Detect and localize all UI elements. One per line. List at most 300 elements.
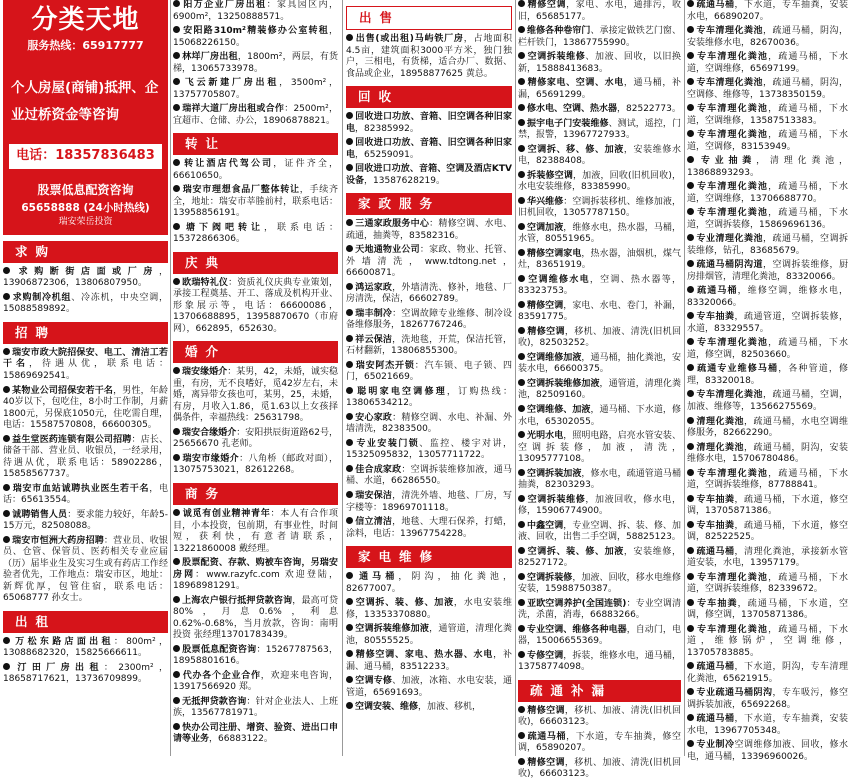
classified-ad <box>687 599 848 622</box>
classified-ad <box>173 52 338 75</box>
bullet-icon <box>687 364 694 371</box>
bullet-icon <box>518 521 525 528</box>
bullet-icon <box>173 185 180 192</box>
ad-headline: 专车清理化粪池 <box>696 130 769 141</box>
classified-ad <box>687 521 848 544</box>
classified-ad <box>173 78 338 101</box>
classified-ad <box>518 599 681 622</box>
bullet-icon <box>346 34 353 41</box>
ad-headline: 祥云保洁 <box>355 334 393 345</box>
bullet-icon <box>687 312 694 319</box>
ad-body: ，疏通马桶，阴沟，安装维修水电，82670036。 <box>687 26 848 48</box>
ad-body: ，疏通马桶，下水道，修空调，82522525。 <box>687 520 848 543</box>
ad-headline: 回收进口功放、音箱、旧空调各种旧家电 <box>346 112 512 134</box>
ad-body: ，疏通马桶，下水道，空调，修空调，13705871386。 <box>687 598 848 621</box>
ad-headline: 空调拆、装、修、加液 <box>355 598 454 609</box>
ad-body: ：营业员、收银员、仓管、保管员、医药相关专业应届（历）届毕业生及实习生或有药店工作经验者优先，工作地点：瑞安市区，地址：新辉优厚，包管住宿，联系电话：65068777 孙女士。 <box>3 535 168 604</box>
classified-ad <box>173 558 338 593</box>
ad-headline: 安阳路310m²精装修办公室转租 <box>182 26 329 37</box>
bullet-icon <box>518 171 525 178</box>
ad-headline: 专业空调、维修各种电器 <box>527 624 627 635</box>
section-header: 家政服务 <box>346 193 512 215</box>
ad-headline: 万松东路店面出租 <box>12 636 114 647</box>
bullet-icon <box>173 223 180 230</box>
ad-body: ：空调拆装移机、维修加液，旧机回收，13057787150。 <box>518 196 681 219</box>
classified-ad <box>346 387 512 410</box>
bullet-icon <box>687 0 694 7</box>
bullet-icon <box>687 573 694 580</box>
bullet-icon <box>346 283 353 290</box>
classified-ad <box>687 78 848 101</box>
ad-headline: 求购断街店面或厂房 <box>12 266 159 277</box>
banner-phone: 电话：18357836483 <box>9 144 162 169</box>
ad-body: 、冷冻机，中央空调，15088589892。 <box>3 292 168 315</box>
bullet-icon <box>3 663 10 670</box>
bullet-icon <box>3 484 10 491</box>
ad-headline: 拆装修空调 <box>527 170 573 181</box>
ad-headline: 益生堂医药连锁有限公司招聘 <box>12 434 132 445</box>
classified-ad <box>687 156 848 179</box>
ad-headline: 专车抽粪 <box>696 520 735 531</box>
bullet-icon <box>518 547 525 554</box>
ad-body: ：针对企业法人、上班族，13567781971。 <box>173 696 338 719</box>
section-header: 疏通补漏 <box>518 680 681 702</box>
bullet-icon <box>346 387 353 394</box>
ad-headline: 空调拆装维修 <box>527 52 586 63</box>
section-header: 商务 <box>173 483 338 505</box>
column-divider <box>342 0 343 756</box>
ad-body: ，疏通马桶，下水道，空调维修，13587513383。 <box>687 104 848 126</box>
section-header: 出租 <box>3 611 168 633</box>
ad-body: ，空调、热水器等，83323753。 <box>518 274 681 297</box>
classified-ad <box>346 439 512 462</box>
classified-ad <box>346 676 512 699</box>
ad-body: ，水电安装维修，13353370880。 <box>346 598 512 620</box>
classified-ad <box>687 547 848 570</box>
section-header: 转让 <box>173 133 338 155</box>
ad-body: 、测试，遥控，门禁，报警，13967727933。 <box>518 118 681 141</box>
bullet-icon <box>687 688 694 695</box>
ad-body: ：家具园区内，6900m²，13250888571。 <box>173 0 338 22</box>
classified-ad <box>687 495 848 518</box>
ad-headline: 专修空调 <box>527 650 564 661</box>
ad-headline: 空调专修 <box>355 676 393 687</box>
ad-body: ，加液、回收，移水电维修安装，15988750387。 <box>518 572 681 595</box>
bullet-icon <box>687 286 694 293</box>
bullet-icon <box>346 702 353 709</box>
bullet-icon <box>173 428 180 435</box>
bullet-icon <box>518 706 525 713</box>
ad-headline: 疏通专业维修马桶 <box>696 364 779 375</box>
ad-body: ：2300m²，18658717621，13736709899。 <box>3 662 168 685</box>
classified-ad <box>346 245 512 280</box>
ad-body: ，下水道，专车抽粪，安装水电，66890207。 <box>687 0 848 22</box>
ad-body: ，加液回收，修水电，修，15906774900。 <box>518 494 681 517</box>
ad-body: ，加液、移机， <box>418 702 482 713</box>
bullet-icon <box>518 651 525 658</box>
classified-ad <box>346 598 512 621</box>
bullet-icon <box>173 278 180 285</box>
bullet-icon <box>173 52 180 59</box>
bullet-icon <box>687 182 694 189</box>
ad-headline: 出售(或出租)马屿铁厂房 <box>355 34 464 44</box>
classified-ad <box>518 119 681 142</box>
ad-headline: 空调拆装维修加液 <box>527 378 600 389</box>
classified-ad <box>518 249 681 272</box>
classified-ad <box>687 364 848 387</box>
classified-ad <box>687 182 848 205</box>
section-header: 家电维修 <box>346 546 512 568</box>
ad-body: ，清理化粪池，13868893293。 <box>687 156 848 178</box>
ad-body: ，3500m²，13757705807。 <box>173 78 338 100</box>
ad-body: ，欢迎来电咨询，13917566920 郑。 <box>173 670 338 693</box>
classified-ad <box>687 52 848 75</box>
bullet-icon <box>346 491 353 498</box>
classified-ad <box>173 454 338 477</box>
ad-body: ，安装维修，82527172。 <box>518 546 681 569</box>
ad-headline: 中鑫空调 <box>527 520 564 531</box>
bullet-icon <box>518 599 525 606</box>
ad-headline: 专车清理化粪池 <box>696 104 769 115</box>
ad-body: ，维修空调，维修水电，83320066。 <box>687 286 848 308</box>
classified-ad <box>173 104 338 127</box>
ad-headline: 瑞安市政大院招保安、电工、清洁工若干名 <box>3 347 168 370</box>
bullet-icon <box>3 637 10 644</box>
ad-headline: 精修空调 <box>527 300 564 311</box>
bullet-icon <box>687 714 694 721</box>
classified-ad <box>518 301 681 324</box>
bullet-icon <box>3 267 10 274</box>
bullet-icon <box>346 572 353 579</box>
ad-headline: 亚欧空调养护(全国连锁) <box>527 598 627 609</box>
ad-body: ：www.razyfc.com 欢迎登陆，18968981291。 <box>173 569 338 592</box>
column-1-listings <box>3 241 168 686</box>
bullet-icon <box>687 417 694 424</box>
classified-ad <box>687 740 848 763</box>
bullet-icon <box>518 145 525 152</box>
ad-body: ，通马桶、下水道，修水电，65302055。 <box>518 404 681 427</box>
bullet-icon <box>173 645 180 652</box>
section-header: 婚介 <box>173 341 338 363</box>
banner-loan-title: 股票低息配资咨询 <box>37 182 134 197</box>
bullet-icon <box>687 495 694 502</box>
ad-headline: 鸿运家政 <box>355 282 393 293</box>
classified-ad <box>687 104 848 127</box>
classified-ad <box>346 309 512 332</box>
ad-headline: 疏通马桶 <box>696 714 735 725</box>
bullet-icon <box>346 465 353 472</box>
bullet-icon <box>173 509 180 516</box>
ad-headline: 疏通马桶 <box>696 0 735 10</box>
ad-body: ，专车吸污，修空调拆装加液，65692268。 <box>687 688 848 710</box>
ad-headline: 求购制冷机组 <box>12 292 72 303</box>
ad-body: ，疏通马桶，下水道，空调维修，65697199。 <box>687 52 848 74</box>
ad-headline: 专业疏通马桶阴沟 <box>696 688 773 699</box>
ad-body: ：资质礼仪庆典专业策划，承接工程奠基、开工、落成及机构开业、形象展示等，电话：66600086，13706688895，13958870670（市府网），662895，652630。 <box>173 277 338 334</box>
bullet-icon <box>518 573 525 580</box>
ad-body: ，疏通马桶，阴沟，安装维修水电，15706780486。 <box>687 442 848 465</box>
bullet-icon <box>687 104 694 111</box>
banner-loan-phone: 65658888 (24小时热线) <box>21 201 150 214</box>
bullet-icon <box>518 78 525 85</box>
classified-ad <box>687 469 848 492</box>
classified-ad <box>518 171 681 194</box>
classified-ad <box>518 78 681 101</box>
ad-headline: 佳合成家政 <box>355 464 402 475</box>
bullet-icon <box>3 435 10 442</box>
ad-body: ，移机、加液、清洗(旧机回收)，66603123。 <box>518 757 681 780</box>
ad-headline: 瑞安市缘婚介 <box>182 453 240 464</box>
bullet-icon <box>518 379 525 386</box>
ad-headline: 空调拆装修 <box>527 572 573 583</box>
ad-body: ，移机、加液、清洗(旧机回收)，66603123。 <box>518 705 681 728</box>
section-header: 出售 <box>346 6 512 30</box>
classified-ad <box>518 521 681 544</box>
ad-headline: 汀田厂房出租 <box>12 662 104 673</box>
classified-ad <box>3 663 168 686</box>
ad-headline: 专业安装门锁 <box>355 438 420 449</box>
classified-ad <box>3 293 168 316</box>
ad-body: 、承接定做铁艺门窗、栏杆铁门，13867755990。 <box>518 26 681 48</box>
column-4 <box>518 0 681 780</box>
ad-body: ：本人有合作项目，小本投资，包前期，有事业性，时间短，获利快，有意者请联系，13221860008 戴经理。 <box>173 508 338 554</box>
bullet-icon <box>3 386 10 393</box>
bullet-icon <box>518 405 525 412</box>
bullet-icon <box>173 367 180 374</box>
ad-headline: 华兴维修 <box>527 196 564 207</box>
classified-ad <box>173 367 338 425</box>
ad-body: ，最高可贷80%，月息0.6%，利息0.62%-0.68%，当月放款，咨询：南明投资 张经理13701783439。 <box>173 595 338 641</box>
classified-ad <box>3 510 168 533</box>
classified-ad <box>687 625 848 660</box>
ad-body: ，补漏、通马桶，83512233。 <box>346 650 512 672</box>
bullet-icon <box>518 469 525 476</box>
ad-headline: 无抵押贷款咨询 <box>182 696 247 707</box>
classified-ad <box>3 435 168 481</box>
ad-headline: 疏通马桶阴沟道 <box>696 260 763 271</box>
ad-body: 、监控、楼宇对讲，15325095832，13057711722。 <box>346 438 512 461</box>
banner-title: 分类天地 <box>31 5 140 35</box>
ad-headline: 振宇电子门安装维修 <box>527 118 609 129</box>
ad-headline: 快办公司注册、增资、验资、进出口申请等业务 <box>173 722 338 745</box>
ad-body: ，15068226150。 <box>173 26 338 48</box>
ad-headline: 精修空调家电 <box>527 248 582 259</box>
classified-ad <box>346 702 512 714</box>
classified-ad <box>518 26 681 49</box>
ad-body: ，订购热线：13806534212。 <box>346 386 512 409</box>
classified-ad <box>518 706 681 729</box>
classified-ad <box>346 413 512 436</box>
classified-ad <box>518 353 681 376</box>
classified-ad <box>518 405 681 428</box>
classified-ad <box>518 625 681 648</box>
ad-headline: 空调拆、装、修、加液 <box>527 546 624 557</box>
ad-body: 、加液、回收，以旧换新，15888413683。 <box>518 52 681 74</box>
banner-hotline: 服务热线：65917777 <box>27 39 144 53</box>
ad-headline: 空调维修加液 <box>527 352 582 363</box>
classified-ad <box>346 361 512 384</box>
classified-ad <box>346 624 512 647</box>
ad-headline: 空调拆、移、修、加液 <box>527 144 624 155</box>
bullet-icon <box>518 625 525 632</box>
ad-headline: 维修各种卷帘门 <box>527 26 591 37</box>
ad-body: ，证件齐全，66610650。 <box>173 159 338 181</box>
column-2 <box>173 0 338 756</box>
bullet-icon <box>346 335 353 342</box>
bullet-icon <box>687 599 694 606</box>
ad-body: ，1800m²，两层，有货梯，13065733978。 <box>173 52 338 74</box>
bullet-icon <box>687 156 694 163</box>
ad-headline: 诚觅有创业精神青年 <box>182 508 271 519</box>
bullet-icon <box>3 293 10 300</box>
bullet-icon <box>346 361 353 368</box>
classified-ad <box>173 671 338 694</box>
ad-headline: 空调拆装维修 <box>527 494 586 505</box>
ad-body: ，疏通马桶，空调拆装维修，钻孔，83685679。 <box>687 234 848 256</box>
ad-body: ，通马桶，抽化粪池，安装水电，66600375。 <box>518 352 681 375</box>
bullet-icon <box>518 327 525 334</box>
ad-headline: 上海农户银行抵押贷款咨询 <box>182 595 293 606</box>
ad-body: ，82385992。 <box>355 123 419 134</box>
classified-ad <box>3 348 168 383</box>
ad-headline: 三通家政服务中心 <box>355 219 430 230</box>
classified-ad <box>173 428 338 451</box>
ad-body: ，通管道，清理化粪池，82509160。 <box>518 378 681 401</box>
ad-headline: 专车清理化粪池 <box>696 78 763 89</box>
bullet-icon <box>518 758 525 765</box>
bullet-icon <box>346 219 353 226</box>
ad-headline: 空调拆装加液 <box>527 468 582 479</box>
ad-body: ，疏通马桶，下水道，空调拆装修，15869696136。 <box>687 208 848 230</box>
classified-ad <box>687 286 848 309</box>
ad-headline: 精修空调 <box>527 0 567 10</box>
ad-body: ：精修空调、水电、补漏、外墙清洗，82383500。 <box>346 412 512 435</box>
ad-body: ，疏通马桶，阴沟，空调修、维修等，13738350159。 <box>687 78 848 100</box>
ad-body: ，外墙清洗、修补，地毯、厂房清洗，保洁，66602789。 <box>346 282 512 305</box>
ad-headline: 诚聘销售人员 <box>12 509 68 520</box>
ad-body: ，疏通马桶，下水道，空调维修，13706688770。 <box>687 182 848 204</box>
ad-body: ，疏通马桶，下水道，空调拆装维修，82339672。 <box>687 572 848 595</box>
classified-ad <box>518 651 681 674</box>
classified-ad <box>173 159 338 182</box>
ad-headline: 精修空调 <box>527 705 565 716</box>
ad-headline: 专车清理化粪池 <box>696 52 769 63</box>
ad-body: ，疏通管道，空调拆装修，水道，83329557。 <box>687 312 848 334</box>
bullet-icon <box>346 517 353 524</box>
classified-ad <box>346 164 512 187</box>
bullet-icon <box>687 78 694 85</box>
ad-headline: 林垟厂房出租 <box>182 52 238 63</box>
banner-slogan: 个人房屋(商铺)抵押、企业过桥资金等咨询 <box>11 80 159 123</box>
bullet-icon <box>518 223 525 230</box>
ad-headline: 瑞丰制冷 <box>355 308 393 319</box>
ad-headline: 转让酒店代驾公司 <box>182 159 274 170</box>
classified-ad <box>518 223 681 246</box>
classified-ad <box>687 443 848 466</box>
classified-ad <box>518 431 681 466</box>
ad-headline: 股票配资、存款、购被车咨询，另瑞安房网 <box>173 558 338 580</box>
ad-body: ，专业空调、拆、装、修、加液、回收，出售二手空调，58825123。 <box>518 520 681 543</box>
classified-ad <box>518 52 681 75</box>
ad-headline: 空调加液 <box>527 222 564 233</box>
ad-body: ，修水电，疏通管道马桶抽粪，82303293。 <box>518 468 681 491</box>
ad-headline: 代办各个企业合作 <box>182 670 261 681</box>
classified-ad <box>518 732 681 755</box>
column-divider <box>515 0 516 756</box>
section-header: 回收 <box>346 86 512 108</box>
ad-body: ，疏通马桶，下水道，空调拆装维修，87788841。 <box>687 468 848 491</box>
bullet-icon <box>346 650 353 657</box>
ad-headline: 清理化粪池 <box>696 416 744 427</box>
ad-headline: 通马桶 <box>355 572 399 583</box>
ad-body: ，待遇从优，联系电话：15869692541。 <box>3 359 168 381</box>
section-header: 庆典 <box>173 252 338 274</box>
ad-body: ，疏通马桶，空调，加液、维修等，13566275569。 <box>687 390 848 412</box>
bullet-icon <box>518 431 525 438</box>
ad-headline: 专业制冷 <box>696 740 735 751</box>
classified-ad <box>173 723 338 746</box>
section-header: 求购 <box>3 241 168 263</box>
bullet-icon <box>687 521 694 528</box>
classified-ad <box>518 197 681 220</box>
bullet-icon <box>518 249 525 256</box>
ad-body: ，疏通马桶，下水道，空调修，83153949。 <box>687 130 848 152</box>
ad-headline: 专车清理化粪池 <box>696 390 763 401</box>
classified-ad <box>173 509 338 555</box>
ad-headline: 专车清理化粪池 <box>696 624 769 635</box>
ad-headline: 专车清理化粪池 <box>696 182 769 193</box>
ad-headline: 塘下阀吧转让 <box>182 222 264 233</box>
bullet-icon <box>687 52 694 59</box>
bullet-icon <box>518 275 525 282</box>
classified-ad <box>173 223 338 246</box>
ad-body: ，拆装，维修水电，通马桶，13758774098。 <box>518 650 681 673</box>
ad-body: ：空调拆装维修加液，通马桶、水道，66286550。 <box>346 464 512 487</box>
classified-ad <box>3 536 168 605</box>
bullet-icon <box>346 309 353 316</box>
ad-body: ，疏通马桶，下水道，修空调，82503660。 <box>687 338 848 360</box>
bullet-icon <box>173 0 180 7</box>
classified-ad <box>518 469 681 492</box>
ad-headline: 光明水电 <box>527 431 564 442</box>
ad-body: ，电话：65613554。 <box>3 483 168 506</box>
ad-body: ，移机、加液、清洗(旧机回收)，82503252。 <box>518 326 681 349</box>
column-1 <box>3 0 168 756</box>
ad-headline: 疏通马桶 <box>696 662 735 673</box>
bullet-icon <box>687 469 694 476</box>
classified-ad <box>173 697 338 720</box>
classified-ad <box>346 34 512 80</box>
bullet-icon <box>687 625 694 632</box>
ad-body: ，空调拆装维修，厨房排烟管，清理化粪池，83320066。 <box>687 260 848 282</box>
ad-body: ：汽车锁、电子锁、四门，65021669。 <box>346 360 512 383</box>
ad-body: ：精修空调、水电、疏通，抽粪等，83582316。 <box>346 219 512 241</box>
ad-headline: 信立清洁 <box>355 517 393 528</box>
ad-headline: 专车清理化粪池 <box>696 468 769 479</box>
bullet-icon <box>518 26 525 33</box>
classified-ad <box>518 758 681 781</box>
ad-body: ：某男，42，未婚，诚实稳重，有房，无不良嗜好，觅42岁左右，未婚，离异带女孩也可，某男，25，未婚，有房，月收入1.86，觅1.63以上女孩择偶条件，幸福热线：25631798。 <box>173 367 338 424</box>
classified-ad <box>518 327 681 350</box>
bullet-icon <box>687 208 694 215</box>
ad-headline: 专车清理化粪池 <box>696 208 769 219</box>
classified-ad <box>3 484 168 507</box>
classified-banner <box>3 0 168 235</box>
ad-body: ，疏通马桶，下水道，修空调，13705871386。 <box>687 494 848 517</box>
classified-ad <box>173 26 338 49</box>
ad-body: ，疏通马桶，下水道，维修锅炉，空调维修，13705783885。 <box>687 624 848 658</box>
classified-ad <box>346 335 512 358</box>
